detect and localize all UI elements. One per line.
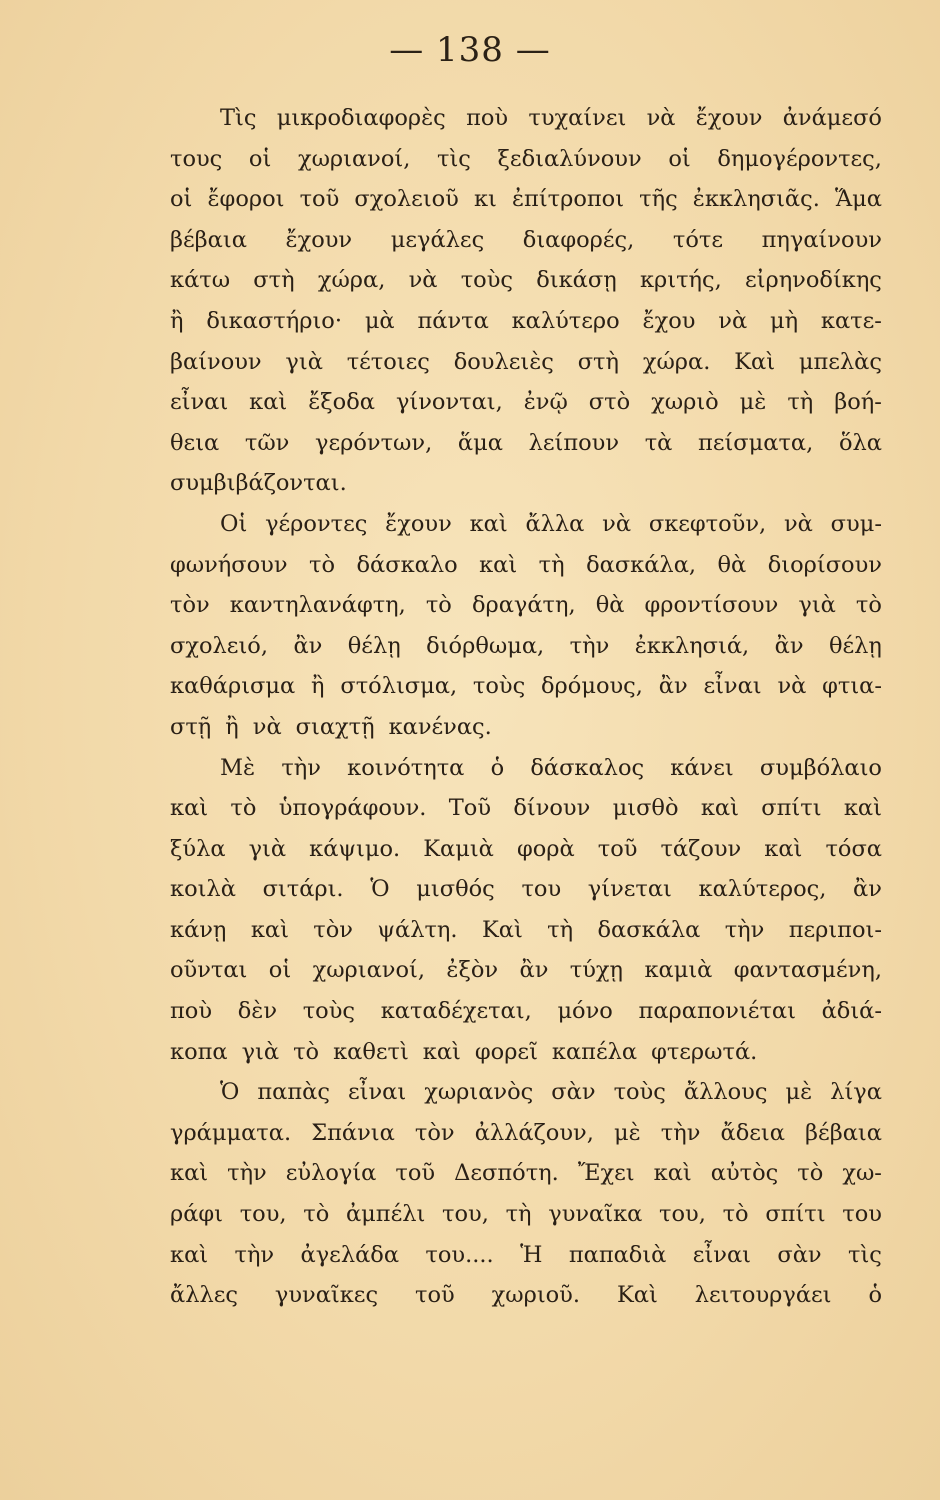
word: ἂν xyxy=(519,957,549,984)
word: ἀδιά- xyxy=(821,998,882,1025)
word: καὶ xyxy=(249,389,288,416)
word: χωριανοί, xyxy=(297,145,411,172)
word: του, xyxy=(239,1201,287,1228)
text-line xyxy=(170,1235,882,1276)
word: του xyxy=(842,1201,882,1228)
word: θὰ xyxy=(717,551,747,578)
word: ψάλτη. xyxy=(377,916,458,943)
word: Καὶ xyxy=(481,916,523,943)
word: δάσκαλος xyxy=(530,754,645,781)
word: βέβαια xyxy=(170,226,247,253)
word: δουλειὲς xyxy=(453,348,554,375)
word: σχολειοῦ xyxy=(354,186,459,213)
word: τὴ xyxy=(547,916,574,943)
word: ἢ xyxy=(225,713,239,740)
word: κατε- xyxy=(820,307,882,334)
text-line xyxy=(170,1032,882,1073)
word: μικροδιαφορὲς xyxy=(276,105,446,131)
body-text xyxy=(170,98,882,1316)
word: φορεῖ xyxy=(474,1038,538,1065)
word: χωριοῦ. xyxy=(491,1282,581,1309)
word: φροντίσουν xyxy=(644,592,779,619)
text-line xyxy=(170,139,882,180)
word: δασκάλα xyxy=(597,916,701,943)
word: φαντασμένη, xyxy=(733,957,882,984)
word: καὶ xyxy=(843,795,882,822)
word: δικάσῃ xyxy=(536,267,617,294)
word: λίγα xyxy=(830,1079,882,1106)
word: εἶναι xyxy=(347,1079,407,1106)
text-line xyxy=(170,707,882,748)
word: σπίτι xyxy=(765,1201,826,1228)
text-line xyxy=(170,748,882,789)
text-line xyxy=(170,301,882,342)
word: οῦνται xyxy=(170,957,248,984)
word: φτερωτά. xyxy=(651,1038,758,1065)
word: ἢ xyxy=(170,307,184,334)
word: Ἅμα xyxy=(834,186,882,213)
word: βέβαια xyxy=(805,1119,882,1146)
text-line xyxy=(170,1275,882,1316)
word: τὸ xyxy=(303,1201,330,1228)
text-line xyxy=(170,1153,882,1194)
word: Ἡ xyxy=(520,1241,543,1268)
word: τύχῃ xyxy=(569,957,624,984)
word: δασκάλα, xyxy=(586,551,697,578)
word: Σπάνια xyxy=(311,1119,395,1146)
word: τὴν xyxy=(724,916,765,943)
word: μὲ xyxy=(613,1119,641,1146)
word: ἐπίτροποι xyxy=(511,186,625,213)
word: τὸ xyxy=(293,1038,320,1065)
word: δημογέροντες, xyxy=(717,145,882,172)
word: καλύτερος, xyxy=(698,876,827,903)
word: στόλισμα, xyxy=(340,673,458,700)
word: χώρα. xyxy=(642,348,711,375)
text-line xyxy=(170,910,882,951)
word: κριτής, xyxy=(639,267,722,294)
word: εὐλογία xyxy=(285,1160,377,1187)
word: πάντα xyxy=(417,307,489,334)
word: χωριανὸς xyxy=(424,1079,534,1106)
word: εἶναι xyxy=(703,673,762,700)
word: καθετὶ xyxy=(333,1038,409,1065)
word: στὴ xyxy=(253,267,295,294)
word: νὰ xyxy=(408,267,438,294)
word: τοὺς xyxy=(472,673,526,700)
word: γερόντων, xyxy=(315,429,433,456)
text-line xyxy=(170,1113,882,1154)
word: ἔξοδα xyxy=(308,389,375,416)
word: ἐκκλησιά, xyxy=(634,632,750,659)
word: του, xyxy=(442,1201,489,1228)
word: μισθὸ xyxy=(612,795,679,822)
word: τάζουν xyxy=(660,835,742,862)
word: τὸν xyxy=(313,916,353,943)
word: του.... xyxy=(425,1241,494,1268)
word: ἂν xyxy=(658,673,688,700)
word: μόνο xyxy=(557,998,613,1025)
word: δίνουν xyxy=(513,795,591,822)
text-line xyxy=(170,991,882,1032)
word: καὶ xyxy=(170,795,209,822)
word: κοπα xyxy=(170,1038,228,1065)
word: ἄλλους xyxy=(683,1079,768,1106)
word: τὸν xyxy=(170,592,210,619)
word: παπαδιὰ xyxy=(568,1241,667,1268)
text-line xyxy=(170,423,882,464)
word: καντηλανάφτη, xyxy=(229,592,406,619)
word: γέροντες xyxy=(265,510,368,537)
word: ποὺ xyxy=(170,998,213,1025)
word: τοῦ xyxy=(597,835,638,862)
text-line xyxy=(170,869,882,910)
word: φωνήσουν xyxy=(170,551,288,578)
word: Ὁ xyxy=(220,1079,240,1106)
word: καὶ xyxy=(469,510,508,537)
word: σιτάρι. xyxy=(262,876,344,903)
word: λειτουργάει xyxy=(694,1282,832,1309)
word: ἅμα xyxy=(457,429,503,456)
word: κάψιμο. xyxy=(309,835,401,862)
word: φορὰ xyxy=(516,835,575,862)
word: ἔχουν xyxy=(285,226,353,253)
word: δρόμους, xyxy=(541,673,643,700)
word: σιαχτῇ xyxy=(295,713,375,740)
word: ἄδεια xyxy=(720,1119,785,1146)
word: μὲ xyxy=(785,1079,813,1106)
word: μὴ xyxy=(769,307,799,334)
word: ἀνάμεσό xyxy=(782,105,882,131)
word: Καὶ xyxy=(616,1282,658,1309)
text-line xyxy=(170,342,882,383)
word: γράμματα. xyxy=(170,1119,292,1146)
word: τὴ xyxy=(787,389,814,416)
word: τοὺς xyxy=(302,998,356,1025)
word: εἶναι xyxy=(170,389,229,416)
word: καὶ xyxy=(250,916,289,943)
word: σὰν xyxy=(551,1079,596,1106)
word: ἀλλάζουν, xyxy=(474,1119,594,1146)
word: τοῦ xyxy=(395,1160,436,1187)
word: τῆς xyxy=(639,186,678,213)
word: καπέλα xyxy=(551,1038,638,1065)
word: ποὺ xyxy=(466,105,509,131)
word: νὰ xyxy=(602,510,632,537)
word: τὸ xyxy=(230,795,257,822)
word: καὶ xyxy=(170,1241,209,1268)
text-line xyxy=(170,950,882,991)
word: ξεδιαλύνουν xyxy=(497,145,642,172)
word: γιὰ xyxy=(241,1038,280,1065)
word: νὰ xyxy=(646,105,676,131)
word: σπίτι xyxy=(761,795,822,822)
word: τὶς xyxy=(848,1241,882,1268)
word: χωριὸ xyxy=(651,389,719,416)
word: καταδέχεται, xyxy=(380,998,532,1025)
word: τέτοιες xyxy=(346,348,430,375)
word: χώρα, xyxy=(317,267,386,294)
word: τότε xyxy=(672,226,724,253)
word: βοή- xyxy=(834,389,882,416)
word: Τοῦ xyxy=(448,795,492,822)
word: θεια xyxy=(170,429,220,456)
word: φτια- xyxy=(822,673,882,700)
word: καὶ xyxy=(479,551,518,578)
text-line xyxy=(170,463,882,504)
word: αὐτὸς xyxy=(710,1160,779,1187)
word: νὰ xyxy=(783,510,813,537)
word: ἢ xyxy=(311,673,325,700)
word: καὶ xyxy=(422,1038,461,1065)
word: του, xyxy=(659,1201,706,1228)
word: οἱ xyxy=(268,957,292,984)
word: ἀμπέλι xyxy=(345,1201,426,1228)
word: μπελὰς xyxy=(798,348,882,375)
word: ἔφοροι xyxy=(207,186,285,213)
word: θέλῃ xyxy=(828,632,882,659)
word: κάνῃ xyxy=(170,916,227,943)
word: τὴν xyxy=(569,632,610,659)
word: κάτω xyxy=(170,267,231,294)
word: ἂν xyxy=(293,632,323,659)
word: οἱ xyxy=(668,145,691,172)
word: τους xyxy=(170,145,223,172)
word: διόρθωμα, xyxy=(426,632,545,659)
word: ἄλλες xyxy=(170,1282,238,1309)
word: τὸ xyxy=(855,592,882,619)
word: ἀγελάδα xyxy=(300,1241,400,1268)
page-number: — 138 — xyxy=(389,30,551,70)
word: σὰν xyxy=(777,1241,822,1268)
word: χω- xyxy=(842,1160,882,1187)
word: θὰ xyxy=(595,592,625,619)
word: ράφι xyxy=(170,1201,223,1228)
word: παπὰς xyxy=(257,1079,330,1106)
word: καμιὰ xyxy=(644,957,713,984)
word: πηγαίνουν xyxy=(761,226,882,253)
word: τοῦ xyxy=(415,1282,455,1309)
word: τὴν xyxy=(227,1160,267,1187)
text-line xyxy=(170,220,882,261)
word: εἶναι xyxy=(692,1241,751,1268)
word: ὁ xyxy=(868,1282,882,1309)
word: Οἱ xyxy=(220,510,248,537)
word: γυναῖκα xyxy=(548,1201,643,1228)
word: νὰ xyxy=(718,307,748,334)
word: θέλῃ xyxy=(347,632,401,659)
word: δραγάτη, xyxy=(471,592,576,619)
text-line xyxy=(170,98,882,139)
word: τοῦ xyxy=(299,186,340,213)
word: πείσματα, xyxy=(698,429,814,456)
word: μὲ xyxy=(739,389,767,416)
word: μεγάλες xyxy=(390,226,485,253)
word: γιὰ xyxy=(798,592,836,619)
word: εἰρηνοδίκης xyxy=(744,267,882,294)
word: συμβιβάζονται. xyxy=(170,470,347,497)
word: δὲν xyxy=(237,998,278,1025)
word: τὰ xyxy=(644,429,673,456)
word: σχολειό, xyxy=(170,632,268,659)
word: ξύλα xyxy=(170,835,226,862)
word: σκεφτοῦν, xyxy=(648,510,767,537)
text-line xyxy=(170,260,882,301)
word: Δεσπότη. xyxy=(454,1160,559,1187)
word: κάνει xyxy=(670,754,734,781)
word: ἐκκλησιᾶς. xyxy=(692,186,820,213)
text-line xyxy=(170,585,882,626)
text-line xyxy=(170,666,882,707)
word: Ἔχει xyxy=(577,1160,635,1187)
word: κι xyxy=(473,186,497,213)
word: μὰ xyxy=(364,307,395,334)
word: τυχαίνει xyxy=(528,105,627,131)
word: δάσκαλο xyxy=(356,551,458,578)
word: στῇ xyxy=(170,713,212,740)
word: νὰ xyxy=(252,713,282,740)
word: τὶς xyxy=(437,145,471,172)
word: καθάρισμα xyxy=(170,673,296,700)
word: κοιλὰ xyxy=(170,876,236,903)
word: οἱ xyxy=(248,145,272,172)
word: καὶ xyxy=(653,1160,692,1187)
text-line xyxy=(170,545,882,586)
word: Τὶς xyxy=(220,105,257,131)
word: του xyxy=(521,876,562,903)
word: νὰ xyxy=(777,673,807,700)
word: καὶ xyxy=(764,835,803,862)
word: ἔχουν xyxy=(385,510,452,537)
word: κοινότητα xyxy=(347,754,465,781)
word: τοὺς xyxy=(613,1079,666,1106)
word: ἔχουν xyxy=(695,105,763,131)
word: ἂν xyxy=(774,632,804,659)
word: Καὶ xyxy=(734,348,776,375)
word: Ὁ xyxy=(370,876,390,903)
word: συμβόλαιο xyxy=(759,754,882,781)
word: ἔχου xyxy=(642,307,696,334)
word: τὴν xyxy=(660,1119,701,1146)
word: τὴν xyxy=(234,1241,275,1268)
word: παραπονιέται xyxy=(638,998,796,1025)
word: τῶν xyxy=(244,429,290,456)
text-line xyxy=(170,504,882,545)
word: τὸ xyxy=(797,1160,824,1187)
text-line xyxy=(170,788,882,829)
word: καὶ xyxy=(170,1160,209,1187)
word: διαφορές, xyxy=(522,226,635,253)
word: ἐξὸν xyxy=(446,957,499,984)
word: ἐνῷ xyxy=(523,389,568,416)
word: τὸ xyxy=(425,592,452,619)
word: Μὲ xyxy=(220,754,256,781)
word: χωριανοί, xyxy=(312,957,425,984)
text-line xyxy=(170,1194,882,1235)
word: Καμιὰ xyxy=(423,835,494,862)
word: τὴν xyxy=(281,754,321,781)
word: κανένας. xyxy=(388,713,492,740)
text-line xyxy=(170,179,882,220)
word: ἂν xyxy=(853,876,882,903)
word: τὸ xyxy=(722,1201,749,1228)
word: τὸν xyxy=(414,1119,455,1146)
word: δικαστήριο· xyxy=(206,307,342,334)
text-line xyxy=(170,829,882,870)
word: διορίσουν xyxy=(767,551,882,578)
word: μισθός xyxy=(416,876,495,903)
word: καὶ xyxy=(700,795,739,822)
word: περιποι- xyxy=(788,916,882,943)
word: βαίνουν xyxy=(170,348,262,375)
word: γιὰ xyxy=(248,835,287,862)
word: ὑπογράφουν. xyxy=(278,795,427,822)
text-line xyxy=(170,626,882,667)
word: συμ- xyxy=(830,510,882,537)
text-line xyxy=(170,1072,882,1113)
word: γιὰ xyxy=(285,348,323,375)
word: τὴ xyxy=(505,1201,532,1228)
word: στὸ xyxy=(588,389,631,416)
word: τοὺς xyxy=(460,267,514,294)
word: ὁ xyxy=(490,754,505,781)
word: οἱ xyxy=(170,186,193,213)
word: στὴ xyxy=(577,348,619,375)
word: γίνεται xyxy=(587,876,672,903)
word: ἄλλα xyxy=(525,510,585,537)
word: γίνονται, xyxy=(395,389,503,416)
word: τὸ xyxy=(309,551,335,578)
text-line xyxy=(170,382,882,423)
word: καλύτερο xyxy=(511,307,620,334)
word: γυναῖκες xyxy=(274,1282,379,1309)
word: τόσα xyxy=(825,835,882,862)
word: λείπουν xyxy=(528,429,620,456)
word: τὴ xyxy=(538,551,565,578)
word: ὅλα xyxy=(838,429,882,456)
